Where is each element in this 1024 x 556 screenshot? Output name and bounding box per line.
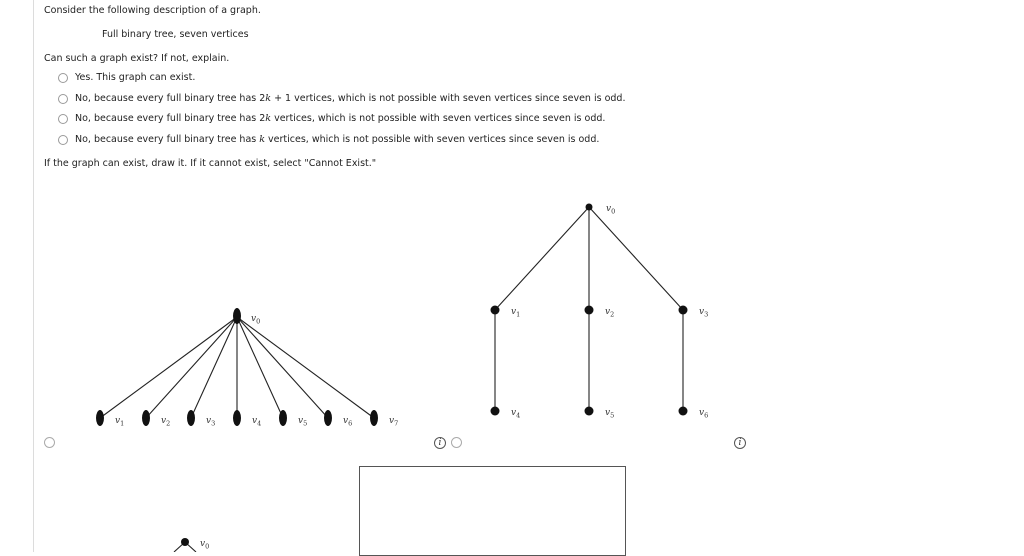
- vertex-v0: [181, 538, 189, 546]
- vertex-v6: [679, 407, 688, 416]
- option-3-radio[interactable]: [58, 114, 68, 124]
- vertex-v3: [187, 410, 195, 426]
- graph-description: Full binary tree, seven vertices: [102, 29, 249, 40]
- graph-b-info-icon[interactable]: i: [734, 437, 746, 449]
- label-v3: $v_3$: [699, 307, 709, 319]
- vertex-v7: [370, 410, 378, 426]
- graph-b-tree: [480, 195, 710, 425]
- label-v0: $v_0$: [606, 204, 616, 216]
- vertex-v6: [324, 410, 332, 426]
- vertex-v4: [491, 407, 500, 416]
- label-v4: $v_4$: [511, 408, 521, 420]
- label-v5: $v_5$: [298, 416, 308, 428]
- label-v5: $v_5$: [605, 408, 615, 420]
- vertex-v0: [233, 308, 241, 324]
- graph-c-tree: [170, 530, 230, 552]
- answer-drawing-box[interactable]: [359, 466, 626, 556]
- label-v0: $v_0$: [200, 539, 210, 551]
- vertex-v0: [586, 204, 593, 211]
- vertex-v5: [585, 407, 594, 416]
- label-v6: $v_6$: [343, 416, 353, 428]
- vertex-v3: [679, 306, 688, 315]
- option-4-label[interactable]: No, because every full binary tree has k vertices, which is not possible with seven vertices since seven is odd.: [75, 134, 600, 145]
- vertex-v5: [279, 410, 287, 426]
- label-v4: $v_4$: [252, 416, 262, 428]
- label-v7: $v_7$: [389, 416, 399, 428]
- label-v2: $v_2$: [605, 307, 615, 319]
- option-2-label[interactable]: No, because every full binary tree has 2k + 1 vertices, which is not possible with seven vertices since seven is odd.: [75, 93, 626, 104]
- graph-a-star: [90, 300, 410, 435]
- question-prompt: Can such a graph exist? If not, explain.: [44, 53, 230, 64]
- option-1-radio[interactable]: [58, 73, 68, 83]
- vertex-v2: [142, 410, 150, 426]
- label-v6: $v_6$: [699, 408, 709, 420]
- vertex-v1: [491, 306, 500, 315]
- label-v1: $v_1$: [511, 307, 521, 319]
- option-1-label[interactable]: Yes. This graph can exist.: [75, 72, 196, 83]
- left-margin-rule: [33, 0, 34, 552]
- graph-a-radio[interactable]: [44, 437, 55, 448]
- vertex-v1: [96, 410, 104, 426]
- graph-a-info-icon[interactable]: i: [434, 437, 446, 449]
- label-v2: $v_2$: [161, 416, 171, 428]
- option-2-radio[interactable]: [58, 94, 68, 104]
- vertex-v4: [233, 410, 241, 426]
- question-intro: Consider the following description of a graph.: [44, 5, 261, 16]
- graph-b-radio[interactable]: [451, 437, 462, 448]
- option-3-label[interactable]: No, because every full binary tree has 2k vertices, which is not possible with seven vertices since seven is odd.: [75, 113, 606, 124]
- label-v0: $v_0$: [251, 314, 261, 326]
- vertex-v2: [585, 306, 594, 315]
- label-v3: $v_3$: [206, 416, 216, 428]
- option-4-radio[interactable]: [58, 135, 68, 145]
- draw-prompt: If the graph can exist, draw it. If it cannot exist, select "Cannot Exist.": [44, 158, 377, 169]
- label-v1: $v_1$: [115, 416, 125, 428]
